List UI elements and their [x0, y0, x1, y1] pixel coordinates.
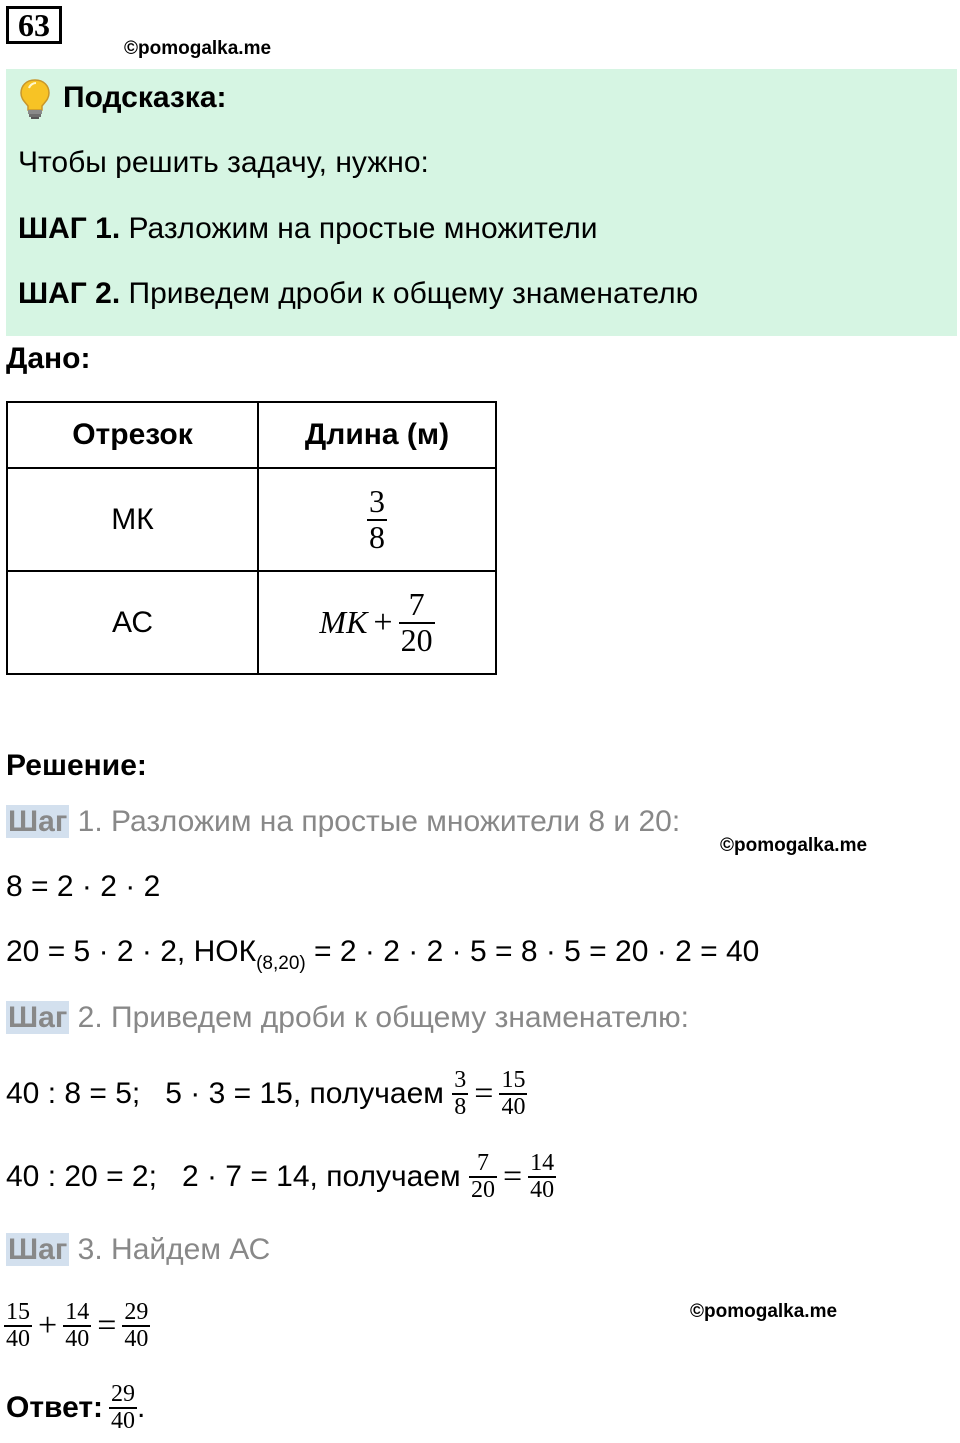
step-2-label: Шаг — [8, 1001, 68, 1034]
step-3-num: 3. — [69, 1233, 103, 1266]
watermark-bottom: ©pomogalka.me — [690, 1301, 838, 1322]
frac-den: 8 — [369, 518, 385, 555]
fraction-15-40-sum — [4, 1300, 32, 1352]
given-table — [6, 401, 497, 675]
lcm-subscript: (8,20) — [256, 953, 306, 974]
watermark-middle: ©pomogalka.me — [720, 835, 868, 856]
frac-num: 7 — [408, 585, 425, 622]
header-length: Длина (м) — [258, 402, 496, 468]
step-1-line-1: 8 = 2 · 2 · 2 — [6, 870, 161, 903]
table-header-row — [7, 402, 496, 468]
step-2-line-2-text: 40 : 20 = 2; 2 · 7 = 14, получаем — [6, 1160, 469, 1193]
frac-den: 40 — [111, 1408, 136, 1434]
step-3-text: Найдем АС — [102, 1233, 271, 1266]
frac-num: 29 — [111, 1380, 136, 1407]
header-segment: Отрезок — [7, 402, 258, 468]
frac-den: 20 — [400, 621, 433, 658]
frac-num: 3 — [369, 482, 385, 519]
frac-num: 15 — [501, 1066, 526, 1093]
frac-den: 8 — [454, 1094, 467, 1120]
lightbulb-icon — [18, 78, 52, 120]
answer-label: Ответ: — [6, 1391, 104, 1424]
solution-title: Решение: — [6, 749, 147, 782]
step-2-line-1 — [6, 1060, 527, 1128]
frac-den: 40 — [124, 1326, 149, 1352]
equals-sign: = — [474, 1075, 494, 1112]
task-number: 63 — [6, 6, 62, 44]
fraction-15-40 — [499, 1068, 527, 1120]
hint-step-1 — [18, 211, 598, 247]
lcm-part-b: = 2 · 2 · 2 · 5 = 8 · 5 = 20 · 2 = 40 — [305, 935, 760, 968]
hint-step-1-label: ШАГ 1. — [18, 212, 121, 245]
frac-den: 20 — [470, 1177, 495, 1203]
step-2-num: 2. — [69, 1001, 103, 1034]
step-3-label: Шаг — [8, 1233, 68, 1266]
given-title: Дано: — [6, 342, 91, 375]
answer-line — [6, 1374, 145, 1442]
step-1-heading — [6, 804, 680, 840]
step-1-line-2 — [6, 934, 759, 982]
step-1-num: 1. — [69, 805, 103, 838]
frac-den: 40 — [65, 1326, 90, 1352]
table-row — [7, 468, 496, 571]
hint-intro: Чтобы решить задачу, нужно: — [18, 146, 429, 179]
fraction-7-20-small — [469, 1151, 497, 1203]
hint-step-2 — [18, 276, 698, 312]
fraction-3-8 — [367, 482, 387, 555]
hint-title: Подсказка: — [63, 81, 227, 114]
frac-den: 40 — [530, 1177, 555, 1203]
step-2-heading — [6, 1000, 689, 1036]
fraction-14-40 — [528, 1151, 556, 1203]
plus-sign: + — [373, 603, 393, 641]
step-2-text: Приведем дроби к общему знаменателю: — [102, 1001, 689, 1034]
segment-mk: МК — [7, 468, 258, 571]
frac-num: 14 — [65, 1298, 90, 1325]
length-mk — [258, 468, 496, 571]
step-2-line-2 — [6, 1143, 556, 1211]
hint-step-2-label: ШАГ 2. — [18, 277, 121, 310]
fraction-3-8-small — [452, 1068, 468, 1120]
frac-num: 29 — [124, 1298, 149, 1325]
fraction-7-20 — [399, 585, 435, 658]
frac-den: 40 — [6, 1326, 30, 1352]
watermark-top: ©pomogalka.me — [124, 38, 272, 59]
frac-num: 15 — [6, 1298, 30, 1325]
answer-fraction — [109, 1382, 137, 1434]
equals-sign: = — [502, 1158, 523, 1195]
table-row — [7, 571, 496, 674]
step-1-label: Шаг — [8, 805, 68, 838]
step-3-heading — [6, 1232, 270, 1268]
fraction-14-40-sum — [63, 1300, 91, 1352]
fraction-29-40-sum — [122, 1300, 150, 1352]
plus-sign: + — [38, 1307, 58, 1344]
lcm-part-a: 20 = 5 · 2 · 2, НОК — [6, 935, 257, 968]
frac-num: 14 — [530, 1149, 555, 1176]
frac-num: 3 — [454, 1066, 467, 1093]
mk-variable: MK — [319, 604, 368, 640]
step-3-equation — [4, 1292, 150, 1360]
hint-step-1-text: Разложим на простые множители — [120, 212, 598, 245]
answer-period: . — [137, 1391, 146, 1424]
step-2-line-1-text: 40 : 8 = 5; 5 · 3 = 15, получаем — [6, 1077, 453, 1110]
step-1-text: Разложим на простые множители 8 и 20: — [102, 805, 681, 838]
length-ac — [258, 571, 496, 674]
segment-ac: АС — [7, 571, 258, 674]
frac-den: 40 — [501, 1094, 526, 1120]
frac-num: 7 — [476, 1149, 489, 1176]
hint-step-2-text: Приведем дроби к общему знаменателю — [120, 277, 699, 310]
equals-sign: = — [97, 1307, 117, 1344]
